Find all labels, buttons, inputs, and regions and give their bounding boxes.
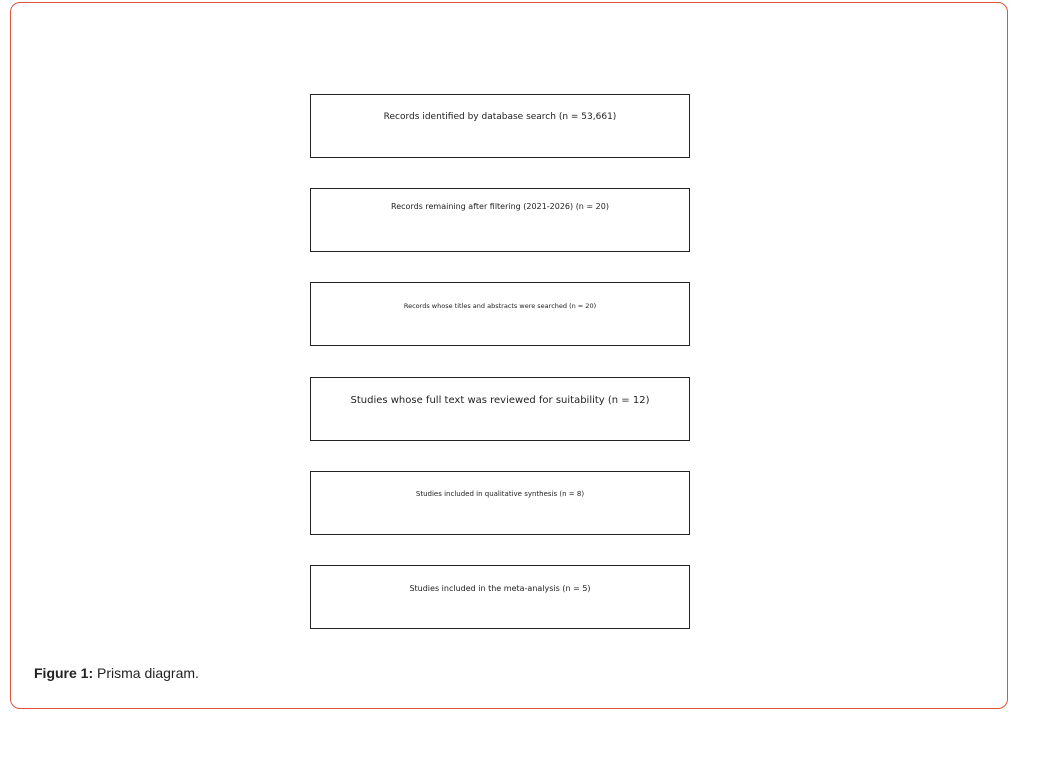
flow-box-meta-analysis xyxy=(310,565,690,629)
flow-box-full-text-reviewed xyxy=(310,377,690,441)
flow-box-qualitative-synthesis xyxy=(310,471,690,535)
flow-box-label: Records remaining after filtering (2021-2026) (n = 20) xyxy=(391,202,609,211)
flow-box-label: Records identified by database search (n = 53,661) xyxy=(383,112,617,122)
flow-box-label: Studies included in the meta-analysis (n = 5) xyxy=(409,584,591,593)
figure-caption-label: Figure 1: xyxy=(34,665,94,681)
figure-caption xyxy=(34,665,199,681)
flow-box-label: Studies included in qualitative synthesis (n = 8) xyxy=(415,490,585,498)
flow-box-label: Studies whose full text was reviewed for suitability (n = 12) xyxy=(350,395,650,406)
flow-box-records-identified xyxy=(310,94,690,158)
figure-frame xyxy=(10,2,1008,709)
flow-box-records-filtered xyxy=(310,188,690,252)
flow-box-label: Records whose titles and abstracts were searched (n = 20) xyxy=(403,302,597,310)
figure-caption-text: Prisma diagram. xyxy=(93,665,199,681)
flow-box-records-screened xyxy=(310,282,690,346)
